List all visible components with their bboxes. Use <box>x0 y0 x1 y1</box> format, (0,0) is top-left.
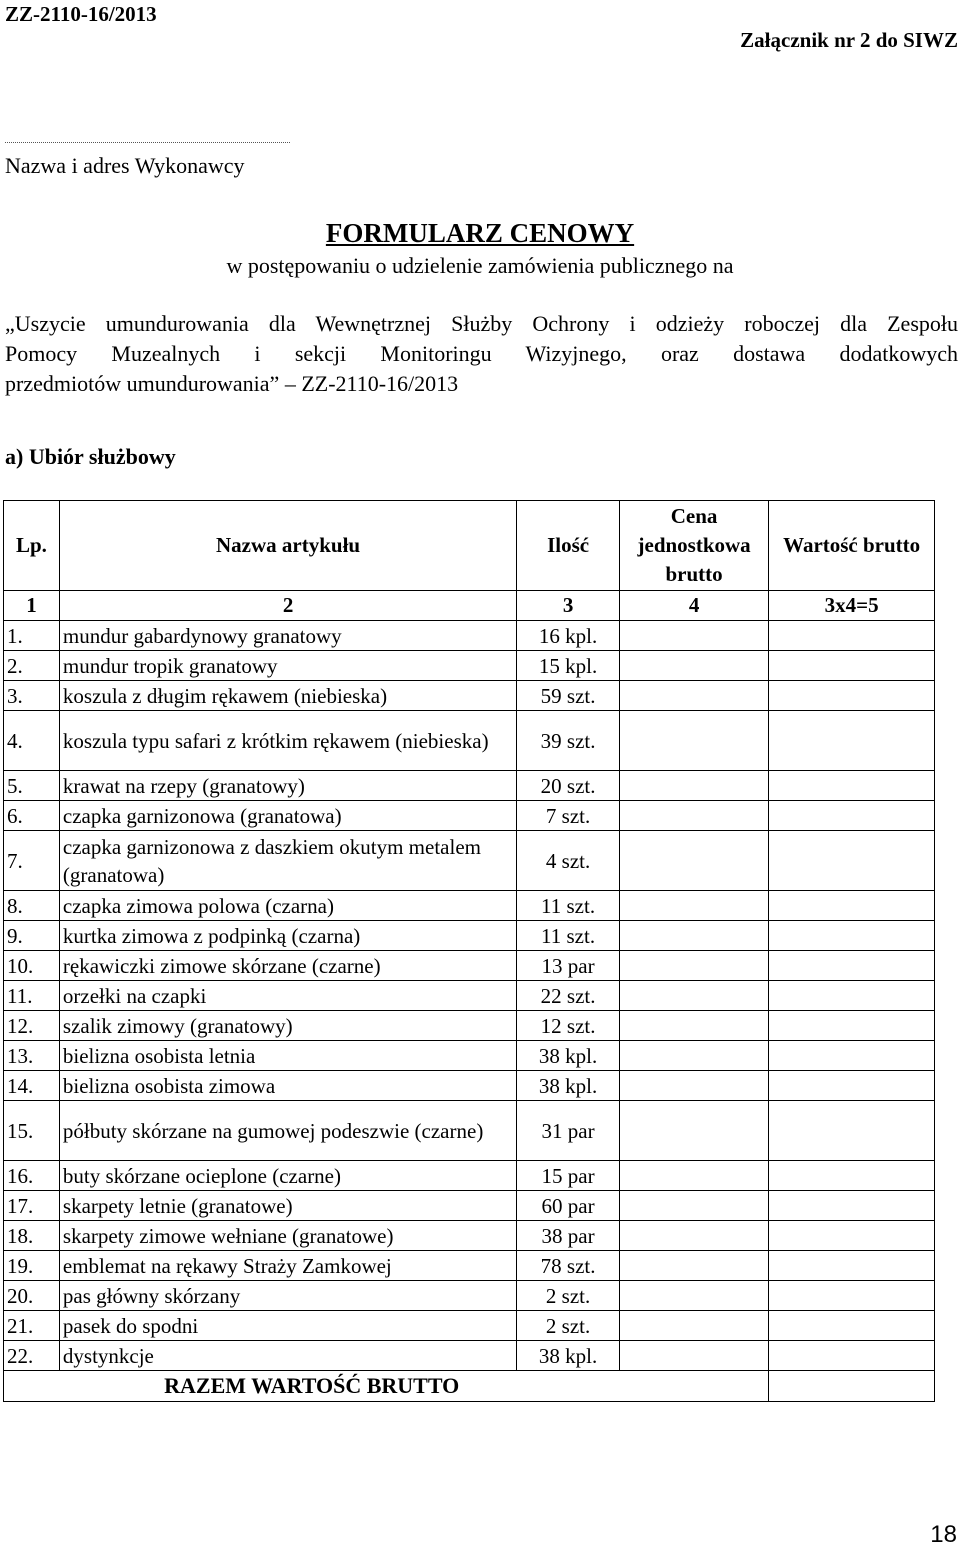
contractor-label: Nazwa i adres Wykonawcy <box>5 153 245 178</box>
row-quantity: 60 par <box>517 1191 620 1221</box>
row-value-cell[interactable] <box>769 981 935 1011</box>
row-unit-price-cell[interactable] <box>619 1221 768 1251</box>
row-quantity: 11 szt. <box>517 921 620 951</box>
subject-line: Pomocy Muzealnych i sekcji Monitoringu Wizyjnego, oraz dostawa dodatkowych <box>5 341 958 366</box>
row-value-cell[interactable] <box>769 1281 935 1311</box>
row-value-cell[interactable] <box>769 681 935 711</box>
row-unit-price-cell[interactable] <box>619 1101 768 1161</box>
column-number-row <box>4 591 935 621</box>
attachment-label: Załącznik nr 2 do SIWZ <box>740 28 958 52</box>
row-item-name: półbuty skórzane na gumowej podeszwie (czarne) <box>59 1101 516 1161</box>
section-title: a) Ubiór służbowy <box>5 444 176 469</box>
row-quantity: 38 kpl. <box>517 1071 620 1101</box>
row-quantity: 22 szt. <box>517 981 620 1011</box>
row-value-cell[interactable] <box>769 801 935 831</box>
row-unit-price-cell[interactable] <box>619 921 768 951</box>
row-lp: 11. <box>4 981 60 1011</box>
row-item-name: bielizna osobista zimowa <box>59 1071 516 1101</box>
table-row <box>4 711 935 771</box>
row-unit-price-cell[interactable] <box>619 831 768 891</box>
total-value-cell[interactable] <box>769 1371 935 1402</box>
row-quantity: 59 szt. <box>517 681 620 711</box>
table-row <box>4 1011 935 1041</box>
row-lp: 2. <box>4 651 60 681</box>
row-item-name: mundur tropik granatowy <box>59 651 516 681</box>
table-row <box>4 831 935 891</box>
row-unit-price-cell[interactable] <box>619 1011 768 1041</box>
table-row <box>4 981 935 1011</box>
row-unit-price-cell[interactable] <box>619 801 768 831</box>
row-quantity: 7 szt. <box>517 801 620 831</box>
row-lp: 14. <box>4 1071 60 1101</box>
row-value-cell[interactable] <box>769 771 935 801</box>
total-label: RAZEM WARTOŚĆ BRUTTO <box>4 1371 620 1402</box>
row-value-cell[interactable] <box>769 1341 935 1371</box>
column-number: 2 <box>59 591 516 621</box>
header-total-value: Wartość brutto <box>769 501 935 591</box>
row-item-name: emblemat na rękawy Straży Zamkowej <box>59 1251 516 1281</box>
row-value-cell[interactable] <box>769 1011 935 1041</box>
table-row <box>4 891 935 921</box>
row-item-name: rękawiczki zimowe skórzane (czarne) <box>59 951 516 981</box>
row-unit-price-cell[interactable] <box>619 1161 768 1191</box>
row-item-name: szalik zimowy (granatowy) <box>59 1011 516 1041</box>
header-unit-price: Cena jednostkowa brutto <box>619 501 768 591</box>
row-value-cell[interactable] <box>769 1071 935 1101</box>
row-lp: 19. <box>4 1251 60 1281</box>
row-item-name: czapka zimowa polowa (czarna) <box>59 891 516 921</box>
row-value-cell[interactable] <box>769 891 935 921</box>
table-row <box>4 1221 935 1251</box>
row-unit-price-cell[interactable] <box>619 621 768 651</box>
row-value-cell[interactable] <box>769 1191 935 1221</box>
table-row <box>4 1161 935 1191</box>
row-quantity: 12 szt. <box>517 1011 620 1041</box>
table-header-row <box>4 501 935 591</box>
row-quantity: 38 par <box>517 1221 620 1251</box>
table-row <box>4 951 935 981</box>
column-number: 3x4=5 <box>769 591 935 621</box>
row-unit-price-cell[interactable] <box>619 981 768 1011</box>
table-row <box>4 651 935 681</box>
row-unit-price-cell[interactable] <box>619 1041 768 1071</box>
table-row <box>4 1191 935 1221</box>
row-value-cell[interactable] <box>769 831 935 891</box>
row-value-cell[interactable] <box>769 1101 935 1161</box>
row-value-cell[interactable] <box>769 1221 935 1251</box>
row-quantity: 11 szt. <box>517 891 620 921</box>
form-subtitle: w postępowaniu o udzielenie zamówienia publicznego na <box>226 253 734 278</box>
row-item-name: skarpety letnie (granatowe) <box>59 1191 516 1221</box>
row-quantity: 15 par <box>517 1161 620 1191</box>
total-row <box>4 1371 935 1402</box>
row-item-name: skarpety zimowe wełniane (granatowe) <box>59 1221 516 1251</box>
row-item-name: dystynkcje <box>59 1341 516 1371</box>
row-item-name: kurtka zimowa z podpinką (czarna) <box>59 921 516 951</box>
row-quantity: 15 kpl. <box>517 651 620 681</box>
row-value-cell[interactable] <box>769 711 935 771</box>
row-item-name: czapka garnizonowa (granatowa) <box>59 801 516 831</box>
row-quantity: 38 kpl. <box>517 1041 620 1071</box>
table-row <box>4 681 935 711</box>
row-unit-price-cell[interactable] <box>619 951 768 981</box>
row-lp: 17. <box>4 1191 60 1221</box>
row-item-name: krawat na rzepy (granatowy) <box>59 771 516 801</box>
row-quantity: 4 szt. <box>517 831 620 891</box>
row-value-cell[interactable] <box>769 651 935 681</box>
row-lp: 3. <box>4 681 60 711</box>
row-lp: 10. <box>4 951 60 981</box>
row-quantity: 31 par <box>517 1101 620 1161</box>
row-item-name: czapka garnizonowa z daszkiem okutym metalem (granatowa) <box>59 831 516 891</box>
header-lp: Lp. <box>4 501 60 591</box>
subject-line: przedmiotów umundurowania” – ZZ-2110-16/2013 <box>5 371 459 396</box>
row-lp: 7. <box>4 831 60 891</box>
row-quantity: 2 szt. <box>517 1281 620 1311</box>
row-lp: 6. <box>4 801 60 831</box>
price-table <box>3 500 935 1402</box>
form-title: FORMULARZ CENOWY <box>325 218 635 248</box>
subject-line: „Uszycie umundurowania dla Wewnętrznej Służby Ochrony i odzieży roboczej dla Zespołu <box>5 311 958 336</box>
row-lp: 15. <box>4 1101 60 1161</box>
procurement-subject <box>5 309 958 399</box>
row-lp: 1. <box>4 621 60 651</box>
row-lp: 18. <box>4 1221 60 1251</box>
row-value-cell[interactable] <box>769 621 935 651</box>
row-item-name: bielizna osobista letnia <box>59 1041 516 1071</box>
document-reference: ZZ-2110-16/2013 <box>5 2 157 26</box>
row-item-name: pasek do spodni <box>59 1311 516 1341</box>
row-unit-price-cell[interactable] <box>619 1311 768 1341</box>
row-quantity: 13 par <box>517 951 620 981</box>
row-item-name: koszula z długim rękawem (niebieska) <box>59 681 516 711</box>
row-item-name: buty skórzane ocieplone (czarne) <box>59 1161 516 1191</box>
row-value-cell[interactable] <box>769 1041 935 1071</box>
row-value-cell[interactable] <box>769 1251 935 1281</box>
table-row <box>4 771 935 801</box>
table-row <box>4 1041 935 1071</box>
table-row <box>4 1311 935 1341</box>
column-number: 1 <box>4 591 60 621</box>
row-value-cell[interactable] <box>769 1311 935 1341</box>
row-lp: 21. <box>4 1311 60 1341</box>
row-quantity: 39 szt. <box>517 711 620 771</box>
row-lp: 22. <box>4 1341 60 1371</box>
row-lp: 16. <box>4 1161 60 1191</box>
row-unit-price-cell[interactable] <box>619 1281 768 1311</box>
row-value-cell[interactable] <box>769 951 935 981</box>
column-number: 4 <box>619 591 768 621</box>
row-lp: 4. <box>4 711 60 771</box>
row-quantity: 20 szt. <box>517 771 620 801</box>
row-lp: 9. <box>4 921 60 951</box>
table-row <box>4 1281 935 1311</box>
header-item-name: Nazwa artykułu <box>59 501 516 591</box>
row-lp: 12. <box>4 1011 60 1041</box>
row-value-cell[interactable] <box>769 921 935 951</box>
row-unit-price-cell[interactable] <box>619 1341 768 1371</box>
table-row <box>4 1341 935 1371</box>
header-quantity: Ilość <box>517 501 620 591</box>
table-row <box>4 801 935 831</box>
row-unit-price-cell[interactable] <box>619 1191 768 1221</box>
row-unit-price-cell[interactable] <box>619 711 768 771</box>
table-row <box>4 1101 935 1161</box>
row-item-name: koszula typu safari z krótkim rękawem (niebieska) <box>59 711 516 771</box>
signature-dotted-line <box>5 142 290 143</box>
row-quantity: 16 kpl. <box>517 621 620 651</box>
row-value-cell[interactable] <box>769 1161 935 1191</box>
table-row <box>4 1071 935 1101</box>
row-lp: 8. <box>4 891 60 921</box>
total-unit-cell[interactable] <box>619 1371 768 1402</box>
row-unit-price-cell[interactable] <box>619 771 768 801</box>
table-row <box>4 1251 935 1281</box>
row-unit-price-cell[interactable] <box>619 651 768 681</box>
row-quantity: 78 szt. <box>517 1251 620 1281</box>
page-number: 18 <box>930 1521 957 1548</box>
row-lp: 13. <box>4 1041 60 1071</box>
row-lp: 5. <box>4 771 60 801</box>
row-unit-price-cell[interactable] <box>619 891 768 921</box>
row-lp: 20. <box>4 1281 60 1311</box>
column-number: 3 <box>517 591 620 621</box>
row-unit-price-cell[interactable] <box>619 1251 768 1281</box>
row-item-name: pas główny skórzany <box>59 1281 516 1311</box>
row-unit-price-cell[interactable] <box>619 1071 768 1101</box>
table-row <box>4 921 935 951</box>
row-item-name: mundur gabardynowy granatowy <box>59 621 516 651</box>
row-unit-price-cell[interactable] <box>619 681 768 711</box>
row-item-name: orzełki na czapki <box>59 981 516 1011</box>
row-quantity: 2 szt. <box>517 1311 620 1341</box>
table-row <box>4 621 935 651</box>
row-quantity: 38 kpl. <box>517 1341 620 1371</box>
